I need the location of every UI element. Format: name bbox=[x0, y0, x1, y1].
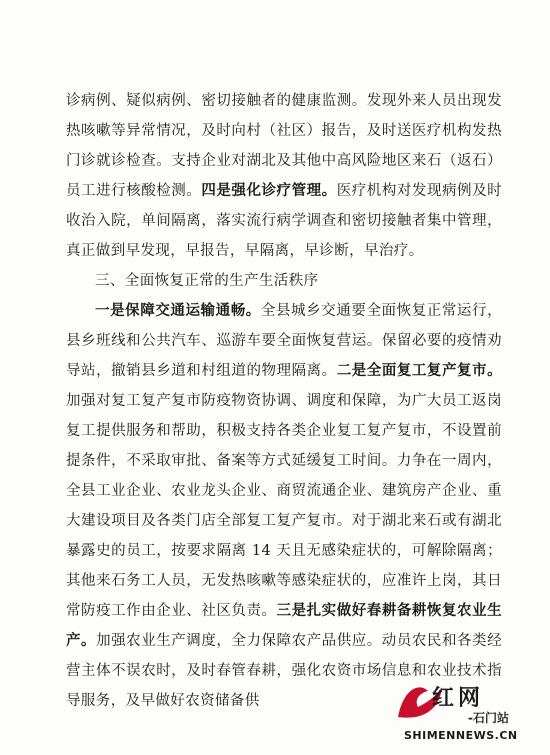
watermark-logo-text: 红网 bbox=[432, 686, 485, 711]
bold-lead-phrase: 三是扎实做好春耕备耕恢复农业生产。 bbox=[66, 602, 502, 649]
watermark-station: -石门站 bbox=[468, 711, 509, 725]
bold-lead-phrase: 四是强化诊疗管理。 bbox=[201, 182, 337, 199]
text-segment: 加强农业生产调度，全力保障农产品供应。动员农民和各类经营主体不误农时，及时春管春耕，强化农资市场信息和农业技术指导服务，及早做好农资储备供 bbox=[66, 633, 502, 709]
watermark-url: SHIMENNEWS.CN bbox=[404, 729, 518, 742]
paragraph-continuation bbox=[66, 86, 502, 266]
section-heading bbox=[66, 266, 502, 296]
text-segment: 诊病例、疑似病例、密切接触者的健康监测。发现外来人员出现发热咳嗽等异常情况，及时向村（社区）报告，及时送医疗机构发热门诊就诊检查。支持企业对湖北及其他中高风险地区来石（返石）员工进行核酸检测。 bbox=[66, 93, 502, 199]
site-watermark bbox=[390, 677, 540, 747]
text-segment: 医疗机构对发现病例及时收治入院，单间隔离，落实流行病学调查和密切接触者集中管理，真正做到早发现，早报告，早隔离，早诊断，早治疗。 bbox=[66, 183, 503, 259]
document-body bbox=[66, 86, 502, 716]
text-segment: 全县城乡交通要全面恢复正常运行，县乡班线和公共汽车、巡游车要全面恢复营运。保留必要的疫情劝导站，撤销县乡道和村组道的物理隔离。 bbox=[66, 303, 502, 379]
text-segment: 加强对复工复产复市防疫物资协调、调度和保障，为广大员工返岗复工提供服务和帮助，积极支持各类企业复工复产复市，不设置前提条件，不采取审批、备案等方式延缓复工时间。力争在一周内，全县工业企业、农业龙头企业、商贸流通企业、建筑房产企业、重大建设项目及各类门店全部复工复产复市。对于湖北来石或有湖北暴露史的员工，按要求隔离 14 天且无感染症状的，可解除隔离；其他来石务工人员，无发热咳嗽等感染症状的，应准许上岗，其日常防疫工作由企业、社区负责。 bbox=[66, 393, 502, 619]
bold-lead-phrase: 一是保障交通运输通畅。 bbox=[95, 302, 261, 319]
paragraph-body bbox=[66, 296, 502, 716]
heading-text: 三、全面恢复正常的生产生活秩序 bbox=[95, 273, 319, 289]
bold-lead-phrase: 二是全面复工复产复市。 bbox=[336, 362, 502, 379]
